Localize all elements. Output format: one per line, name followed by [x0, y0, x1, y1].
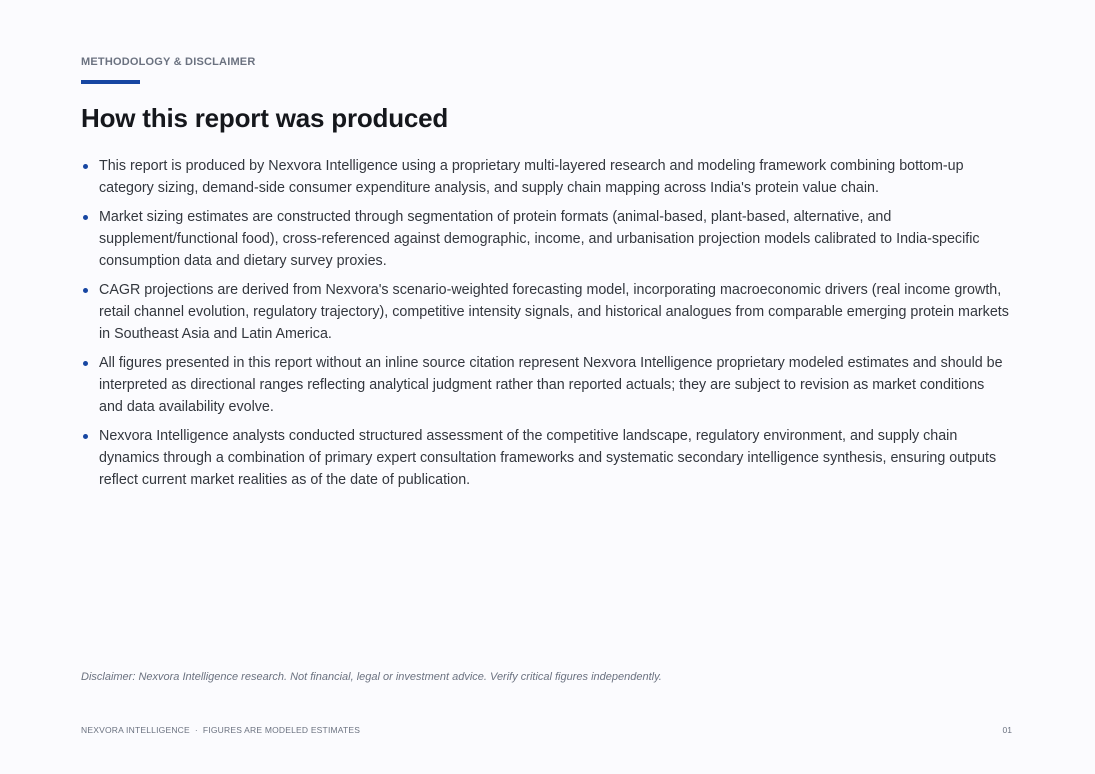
section-eyebrow: METHODOLOGY & DISCLAIMER: [81, 56, 256, 68]
report-page: [81, 0, 1016, 774]
list-item: [81, 206, 1011, 272]
list-item-text: Market sizing estimates are constructed through segmentation of protein formats (animal-based, plant-based, alternative, and supplement/functional food), cross-referenced against demographic, income, and urbanisation projection models calibrated to India-specific consumption data and dietary survey proxies.: [99, 209, 980, 269]
page-title: How this report was produced: [81, 103, 449, 133]
bullet-dot-icon: [83, 361, 88, 366]
list-item-text: All figures presented in this report without an inline source citation represent Nexvora Intelligence proprietary modeled estimates and should be interpreted as directional ranges reflecting analytical judgment rather than reported actuals; they are subject to revision as market conditions and data availability evolve.: [99, 355, 1003, 415]
list-item: [81, 352, 1011, 418]
list-item: [81, 279, 1011, 345]
footer-note: FIGURES ARE MODELED ESTIMATES: [202, 725, 361, 735]
bullet-dot-icon: [83, 288, 88, 293]
footer-brand: NEXVORA INTELLIGENCE: [81, 725, 190, 735]
list-item-text: This report is produced by Nexvora Intelligence using a proprietary multi-layered research and modeling framework combining bottom-up category sizing, demand-side consumer expenditure analysis, and supply chain mapping across India's protein value chain.: [99, 158, 964, 196]
list-item-text: Nexvora Intelligence analysts conducted structured assessment of the competitive landscape, regulatory environment, and supply chain dynamics through a combination of primary expert consultation frameworks and systematic secondary intelligence synthesis, ensuring outputs reflect current market realities as of the date of publication.: [99, 428, 997, 488]
page-number: 01: [1002, 725, 1012, 735]
bullet-dot-icon: [83, 434, 88, 439]
accent-bar: [81, 80, 140, 84]
list-item-text: CAGR projections are derived from Nexvora's scenario-weighted forecasting model, incorporating macroeconomic drivers (real income growth, retail channel evolution, regulatory trajectory), competitive intensity signals, and historical analogues from comparable emerging protein markets in Southeast Asia and Latin America.: [99, 282, 1009, 342]
list-item: [81, 155, 1011, 199]
footer-brand-line: [81, 725, 360, 735]
bullet-dot-icon: [83, 215, 88, 220]
bullet-dot-icon: [83, 164, 88, 169]
footer-separator: ·: [194, 725, 198, 735]
disclaimer-text: Disclaimer: Nexvora Intelligence research. Not financial, legal or investment advice. Verify critical figures independently.: [81, 671, 662, 683]
methodology-list: [81, 155, 1011, 498]
list-item: [81, 425, 1011, 491]
